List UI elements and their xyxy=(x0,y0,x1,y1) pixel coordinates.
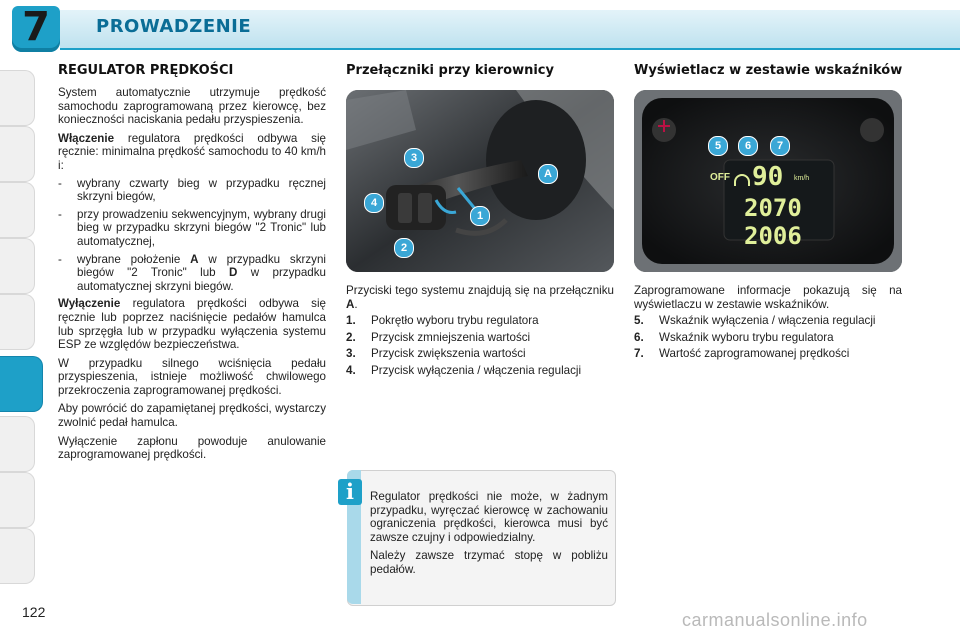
list-item-text: Przycisk zwiększenia wartości xyxy=(371,347,526,361)
middle-column-body xyxy=(346,284,614,378)
list-item-number: 3. xyxy=(346,347,356,361)
list-item-text: Wartość zaprogramowanej prędkości xyxy=(659,347,850,361)
switch-caption-end: . xyxy=(354,297,358,311)
list-item xyxy=(346,331,614,345)
side-tab-5[interactable] xyxy=(0,294,35,350)
info-icon: i xyxy=(338,479,362,505)
side-tab-active[interactable] xyxy=(0,356,43,412)
display-line-2: 2070 xyxy=(744,194,802,222)
list-item-number: 7. xyxy=(634,347,644,361)
steering-switch-illustration xyxy=(346,90,614,272)
enable-text: regulatora prędkości odbywa się ręcznie: minimalna prędkość samochodu to 40 km/h i: xyxy=(58,131,326,172)
instrument-display-photo xyxy=(634,90,902,272)
side-tab-7[interactable] xyxy=(0,416,35,472)
side-tab-3[interactable] xyxy=(0,182,35,238)
list-item-number: 1. xyxy=(346,314,356,328)
section-title-switches: Przełączniki przy kierownicy xyxy=(346,63,554,78)
section-title-display: Wyświetlacz w zestawie wskaźników xyxy=(634,63,903,78)
display-unit: km/h xyxy=(794,175,810,182)
intro-paragraph: System automatycznie utrzymuje prędkość samochodu zaprogramowaną przez kierowcę, bez konieczności naciskania pedału przyspieszenia. xyxy=(58,86,326,127)
watermark: carmanualsonline.info xyxy=(682,610,868,630)
display-speed: 90 xyxy=(752,162,784,192)
list-item xyxy=(346,364,614,378)
chapter-title: PROWADZENIE xyxy=(96,16,252,37)
side-tab-4[interactable] xyxy=(0,238,35,294)
list-item-text: Przycisk zmniejszenia wartości xyxy=(371,330,531,344)
condition-text-post: w przypadku automatycznej skrzyni biegów. xyxy=(77,266,326,293)
page-number: 122 xyxy=(22,604,46,620)
callout-marker: 6 xyxy=(738,136,758,156)
condition-text: przy prowadzeniu sekwencyjnym, wybrany drugi bieg w przypadku skrzyni biegów "2 Tronic" lub automatycznej, xyxy=(77,207,326,248)
condition-item: - wybrane położenie A w przypadku skrzyni biegów "2 Tronic" lub D w przypadku automatycznej skrzyni biegów. xyxy=(58,252,326,293)
list-item-number: 6. xyxy=(634,330,644,344)
list-item xyxy=(634,347,902,361)
list-item-number: 5. xyxy=(634,314,644,328)
switch-caption-text: Przyciski tego systemu znajdują się na przełączniku xyxy=(346,284,614,297)
list-item-text: Pokrętło wyboru trybu regulatora xyxy=(371,314,539,328)
list-item-text: Przycisk wyłączenia / włączenia regulacji xyxy=(371,363,582,377)
display-caption: Zaprogramowane informacje pokazują się na wyświetlaczu w zestawie wskaźników. xyxy=(634,284,902,311)
section-title-cruise-control: REGULATOR PRĘDKOŚCI xyxy=(58,63,234,78)
disable-text: regulatora prędkości odbywa się ręcznie lub poprzez naciśnięcie pedałów hamulca lub sprzęgła lub w przypadku wyłączenia systemu ESP ze względów bezpieczeństwa. xyxy=(58,297,326,352)
position-a-label: A xyxy=(190,252,199,266)
list-item-text: Wskaźnik wyłączenia / włączenia regulacji xyxy=(659,314,876,328)
list-item xyxy=(346,314,614,328)
return-paragraph: Aby powrócić do zapamiętanej prędkości, wystarczy zwolnić pedał hamulca. xyxy=(58,402,326,430)
list-item xyxy=(634,314,902,328)
side-tab-1[interactable] xyxy=(0,70,35,126)
condition-item: - wybrany czwarty bieg w przypadku ręcznej skrzyni biegów, xyxy=(58,176,326,204)
right-column-body xyxy=(634,284,902,361)
position-d-label: D xyxy=(228,266,238,280)
condition-text-pre: wybrane położenie xyxy=(77,252,181,266)
acceleration-paragraph: W przypadku silnego wciśnięcia pedału przyspieszenia, istnieje możliwość chwilowego przekroczenia zaprogramowanej prędkości. xyxy=(58,356,326,397)
disable-label: Wyłączenie xyxy=(58,297,121,311)
switch-a-label: A xyxy=(346,297,355,311)
header-divider xyxy=(60,48,960,50)
callout-marker: 4 xyxy=(364,193,384,213)
list-item-number: 2. xyxy=(346,330,356,344)
callout-marker: 3 xyxy=(404,148,424,168)
enable-paragraph xyxy=(58,132,326,173)
side-tab-9[interactable] xyxy=(0,528,35,584)
callout-marker: 5 xyxy=(708,136,728,156)
info-box-content xyxy=(370,490,608,577)
display-line-3: 2006 xyxy=(744,222,802,250)
steering-switch-photo xyxy=(346,90,614,272)
condition-item: - przy prowadzeniu sekwencyjnym, wybrany drugi bieg w przypadku skrzyni biegów "2 Tronic" lub automatycznej, xyxy=(58,207,326,248)
callout-marker: A xyxy=(538,164,558,184)
list-item xyxy=(634,331,902,345)
callout-marker: 2 xyxy=(394,238,414,258)
ignition-paragraph: Wyłączenie zapłonu powoduje anulowanie zaprogramowanej prędkości. xyxy=(58,434,326,462)
side-tab-8[interactable] xyxy=(0,472,35,528)
callout-marker: 7 xyxy=(770,136,790,156)
display-off-indicator: OFF xyxy=(710,172,730,183)
condition-text: wybrany czwarty bieg w przypadku ręcznej skrzyni biegów, xyxy=(77,176,326,204)
condition-text-mid: w przypadku skrzyni biegów "2 Tronic" lub xyxy=(77,252,326,280)
left-column-body xyxy=(58,86,326,462)
enable-label: Włączenie xyxy=(58,131,115,145)
speedometer-icon xyxy=(734,174,750,186)
switch-caption xyxy=(346,284,614,311)
side-tab-2[interactable] xyxy=(0,126,35,182)
info-paragraph: Regulator prędkości nie może, w żadnym przypadku, wyręczać kierowcę w zachowaniu ograniczenia prędkości, kierowca musi być zawsze czujny i odpowiedzialny. xyxy=(370,490,608,544)
chapter-number: 7 xyxy=(22,4,50,50)
disable-paragraph xyxy=(58,297,326,351)
list-item-number: 4. xyxy=(346,363,356,377)
callout-marker: 1 xyxy=(470,206,490,226)
list-item-text: Wskaźnik wyboru trybu regulatora xyxy=(659,330,834,344)
list-item xyxy=(346,347,614,361)
info-paragraph: Należy zawsze trzymać stopę w pobliżu pedałów. xyxy=(370,549,608,576)
